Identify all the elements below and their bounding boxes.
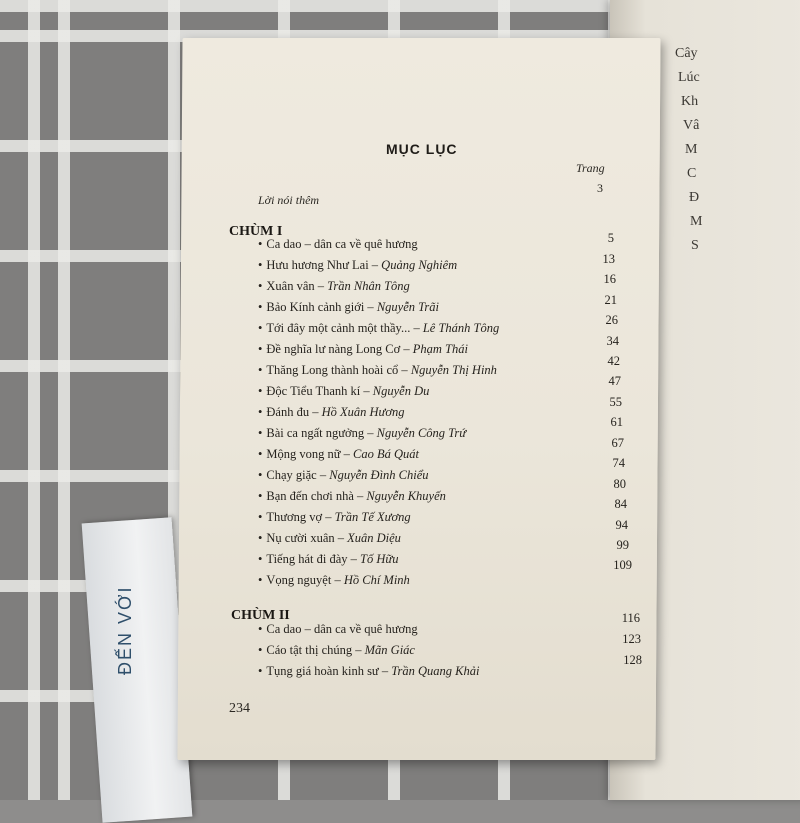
entry-author: Nguyễn Đình Chiểu bbox=[329, 468, 429, 482]
toc-entry: • Mộng vong nữ – Cao Bá Quát bbox=[258, 447, 420, 461]
right-page-fragment: C bbox=[687, 166, 697, 181]
entry-title: Vọng nguyệt – bbox=[266, 573, 344, 587]
toc-entry: • Bài ca ngất ngưởng – Nguyễn Công Trứ bbox=[258, 426, 467, 440]
entry-title: Nụ cười xuân – bbox=[266, 531, 348, 545]
toc-entry: • Bảo Kính cảnh giới – Nguyễn Trãi bbox=[258, 300, 439, 314]
page-title: MỤC LỤC bbox=[386, 141, 458, 157]
section-heading: CHÙM I bbox=[229, 224, 283, 239]
entry-page: 55 bbox=[609, 395, 622, 409]
toc-entry: • Chạy giặc – Nguyễn Đình Chiểu bbox=[258, 468, 429, 482]
toc-entry: • Tụng giá hoàn kinh sư – Trần Quang Khải bbox=[258, 664, 480, 678]
intro-title: Lời nói thêm bbox=[258, 193, 320, 207]
entry-page: 116 bbox=[621, 611, 640, 625]
toc-entry: • Tới đây một cảnh một thầy... – Lê Thánh Tông bbox=[258, 321, 500, 335]
entry-page: 94 bbox=[615, 518, 628, 532]
toc-entry: • Hưu hương Như Lai – Quảng Nghiêm bbox=[258, 258, 458, 272]
right-page-fragment: Cây bbox=[675, 46, 698, 61]
entry-page: 34 bbox=[606, 334, 619, 348]
entry-author: Mãn Giác bbox=[364, 643, 415, 657]
entry-title: Mộng vong nữ – bbox=[266, 447, 354, 461]
entry-author: Phạm Thái bbox=[412, 342, 468, 356]
entry-page: 80 bbox=[613, 477, 626, 491]
entry-title: Thương vợ – bbox=[266, 510, 335, 524]
entry-author: Hồ Xuân Hương bbox=[321, 405, 405, 419]
entry-page: 99 bbox=[616, 538, 629, 552]
entry-title: Tụng giá hoàn kinh sư – bbox=[266, 664, 392, 678]
toc-entry: • Độc Tiểu Thanh kí – Nguyễn Du bbox=[258, 384, 430, 398]
section-heading: CHÙM II bbox=[231, 608, 290, 623]
entry-page: 47 bbox=[608, 374, 621, 388]
entry-title: Tiếng hát đi đày – bbox=[266, 552, 361, 566]
entry-page: 26 bbox=[605, 313, 618, 327]
entry-author: Nguyễn Khuyến bbox=[366, 489, 446, 503]
entry-author: Quảng Nghiêm bbox=[381, 258, 458, 272]
toc-entry: • Xuân vân – Trần Nhân Tông bbox=[258, 279, 410, 293]
entry-page: 61 bbox=[610, 415, 623, 429]
entry-author: Nguyễn Công Trứ bbox=[376, 426, 467, 440]
entry-page: 13 bbox=[602, 252, 615, 266]
entry-page: 128 bbox=[623, 653, 642, 667]
entry-title: Đánh đu – bbox=[266, 405, 322, 419]
entry-author: Trần Tế Xương bbox=[334, 510, 411, 524]
entry-author: Nguyễn Trãi bbox=[376, 300, 439, 314]
intro-page-number: 3 bbox=[597, 181, 603, 195]
toc-entry: • Ca dao – dân ca về quê hương bbox=[258, 237, 418, 251]
entry-author: Trần Nhân Tông bbox=[327, 279, 410, 293]
entry-page: 16 bbox=[603, 272, 616, 286]
entry-title: Bảo Kính cảnh giới – bbox=[266, 300, 377, 314]
page-column-label: Trang bbox=[576, 161, 605, 175]
entry-title: Chạy giặc – bbox=[266, 468, 330, 482]
entry-author: Lê Thánh Tông bbox=[422, 321, 500, 335]
entry-title: Tới đây một cảnh một thầy... – bbox=[266, 321, 423, 335]
right-page-fragment: Vâ bbox=[683, 118, 700, 133]
entry-author: Nguyễn Thị Hinh bbox=[410, 363, 497, 377]
right-page-fragment: Đ bbox=[689, 190, 700, 205]
entry-author: Trần Quang Khải bbox=[391, 664, 480, 678]
toc-entry: • Bạn đến chơi nhà – Nguyễn Khuyến bbox=[258, 489, 446, 503]
page-number: 234 bbox=[229, 701, 250, 716]
entry-page: 74 bbox=[612, 456, 625, 470]
right-page-fragment: M bbox=[690, 214, 703, 229]
entry-page: 21 bbox=[604, 293, 617, 307]
entry-title: Bài ca ngất ngưởng – bbox=[266, 426, 377, 440]
right-page-fragment: Lúc bbox=[678, 70, 700, 85]
toc-entry: • Cáo tật thị chúng – Mãn Giác bbox=[258, 643, 415, 657]
entry-title: Hưu hương Như Lai – bbox=[266, 258, 382, 272]
entry-title: Đề nghĩa lư nàng Long Cơ – bbox=[266, 342, 413, 356]
entry-page: 5 bbox=[607, 231, 614, 245]
entry-page: 42 bbox=[607, 354, 620, 368]
toc-entry: • Thương vợ – Trần Tế Xương bbox=[258, 510, 411, 524]
entry-title: Bạn đến chơi nhà – bbox=[266, 489, 367, 503]
right-page-fragment: Kh bbox=[681, 94, 699, 109]
side-book-title: ĐẾN VỚI bbox=[115, 585, 135, 675]
entry-title: Thăng Long thành hoài cổ – bbox=[266, 363, 411, 377]
entry-title: Cáo tật thị chúng – bbox=[266, 643, 365, 657]
toc-entry: • Nụ cười xuân – Xuân Diệu bbox=[258, 531, 401, 545]
entry-author: Hồ Chí Minh bbox=[343, 573, 410, 587]
entry-title: Ca dao – dân ca về quê hương bbox=[266, 622, 418, 636]
entry-page: 67 bbox=[611, 436, 624, 450]
toc-entry: • Vọng nguyệt – Hồ Chí Minh bbox=[258, 573, 410, 587]
entry-page: 123 bbox=[622, 632, 641, 646]
toc-entry: • Đánh đu – Hồ Xuân Hương bbox=[258, 405, 405, 419]
entry-page: 84 bbox=[614, 497, 627, 511]
entry-author: Nguyễn Du bbox=[372, 384, 430, 398]
right-page-fragment: M bbox=[685, 142, 698, 157]
entry-author: Cao Bá Quát bbox=[353, 447, 420, 461]
entry-page: 109 bbox=[613, 558, 632, 572]
entry-title: Ca dao – dân ca về quê hương bbox=[266, 237, 418, 251]
entry-title: Xuân vân – bbox=[266, 279, 328, 293]
toc-entry: • Tiếng hát đi đày – Tố Hữu bbox=[258, 552, 399, 566]
entry-title: Độc Tiểu Thanh kí – bbox=[266, 384, 373, 398]
toc-entry: • Đề nghĩa lư nàng Long Cơ – Phạm Thái bbox=[258, 342, 468, 356]
entry-author: Tố Hữu bbox=[360, 552, 399, 566]
right-page-fragment: S bbox=[691, 238, 699, 253]
toc-entry: • Ca dao – dân ca về quê hương bbox=[258, 622, 418, 636]
entry-author: Xuân Diệu bbox=[347, 531, 401, 545]
toc-entry: • Thăng Long thành hoài cổ – Nguyễn Thị Hinh bbox=[258, 363, 497, 377]
